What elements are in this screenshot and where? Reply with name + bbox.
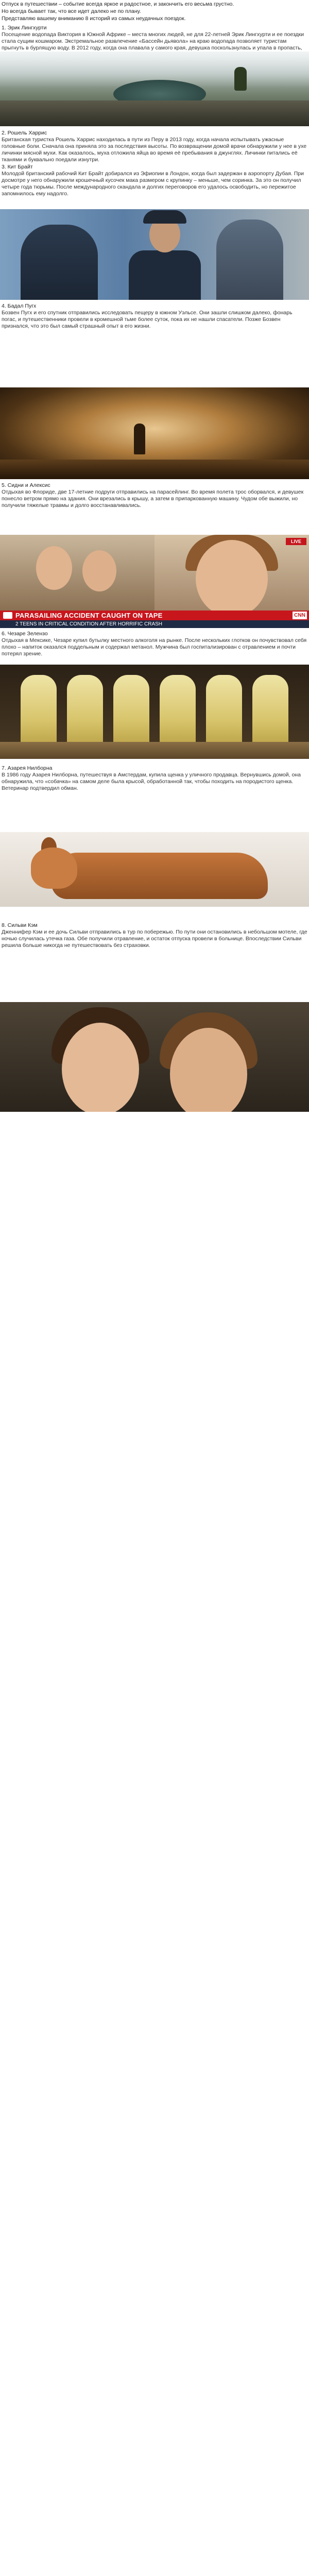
story-1-heading: 1. Эрик Лингхурти: [2, 25, 47, 31]
news-headline: PARASAILING ACCIDENT CAUGHT ON TAPE: [15, 612, 163, 619]
story-8-heading: 8. Сильви Кэм: [2, 922, 38, 928]
photo-person: [234, 67, 247, 91]
photo-animal-head: [31, 848, 77, 889]
story-5-text: Отдыхая во Флориде, две 17-летние подруги отправились на парасейлинг. Во время полета трос оборвался, и девушек понесло ветром прямо на здания. Они врезались в крышу, а затем в припаркованную машину. Чудом обе выжили, но получили тяжелые травмы и долго восстанавливались.: [2, 489, 304, 509]
photo-rock: [0, 100, 309, 126]
story-3-heading: 3. Кит Брайт: [2, 164, 33, 170]
story-1-photo: [0, 52, 309, 126]
story-8-photo: [0, 1002, 309, 1112]
story-5-heading: 5. Сидни и Алексис: [2, 482, 50, 488]
story-7-photo: [0, 832, 309, 907]
photo-bottle: [21, 675, 57, 752]
story-3-photo: [0, 209, 309, 300]
network-logo-icon: [3, 612, 12, 619]
photo-bottle: [252, 675, 288, 752]
story-2-heading: 2. Рошель Харрис: [2, 130, 47, 136]
photo-bottle: [206, 675, 242, 752]
story-7-text: В 1986 году Азарея Нилборна, путешествуя в Амстердам, купила щенка у уличного продавца. Вернувшись домой, она обнаружила, что «собачка» на самом деле была крысой, обработанной так, чтобы походить на породистого щенка. Ветеринар подтвердил обман.: [2, 772, 301, 791]
photo-face-1: [36, 546, 72, 590]
intro-line-2: Но всегда бывает так, что все идет далеко не по плану.: [2, 8, 141, 14]
story-4-heading: 4. Бадал Пугх: [2, 303, 37, 309]
story-4-text: Бозвен Пугх и его спутник отправились исследовать пещеру в южном Уэльсе. Они зашли слишком далеко, фонарь погас, и путешественники провели в кромешной тьме более суток, пока их не нашли спасатели. Позже Бозвен признался, что это был самый страшный опыт в его жизни.: [2, 310, 293, 329]
photo-caver: [134, 423, 145, 454]
photo-face-1: [62, 1023, 139, 1112]
news-subline: 2 TEENS IN CRITICAL CONDITION AFTER HORRIFIC CRASH: [0, 620, 309, 628]
story-4-photo: [0, 387, 309, 479]
photo-bottle: [67, 675, 103, 752]
photo-bystander-right: [216, 219, 283, 300]
photo-face-3: [196, 540, 268, 617]
story-6-photo: [0, 665, 309, 759]
news-headline-bar: [0, 611, 309, 620]
story-3-text: Молодой британский рабочий Кит Брайт добирался из Эфиопии в Лондон, когда был задержан в аэропорту Дубая. При досмотре у него обнаружили крошечный кусочек мака размером с крупинку – меньше, чем соринка. За это он получил четыре года тюрьмы. После международного скандала и долгих переговоров его удалось освободить, но пережитое запомнилось ему надолго.: [2, 171, 304, 197]
story-6-text: Отдыхая в Мексике, Чезаре купил бутылку местного алкоголя на рынке. После нескольких глотков он почувствовал себя плохо – напиток оказался поддельным и содержал метанол. Мужчина был госпитализирован с отравлением и почти потерял зрение.: [2, 637, 307, 657]
photo-left-panel: [0, 535, 154, 611]
intro-line-3: Представляю вашему вниманию 8 историй из самых неудачных поездок.: [2, 15, 186, 22]
photo-bystander-left: [21, 225, 98, 300]
photo-bottle: [160, 675, 196, 752]
network-name: CNN: [293, 612, 307, 619]
photo-bottle: [113, 675, 149, 752]
story-6-heading: 6. Чезаре Зелензо: [2, 631, 48, 637]
story-1-text: Посещение водопада Виктория в Южной Африке – места многих людей, не для 22-летней Эрик Лингхурти и ее поездки стала сущим кошмаром. Экстремальное развлечение «Бассейн дьявола» на краю водопада позволяет туристам прыгнуть в бурлящую воду. В 2012 году, когда она плавала у самого края, девушка поскользнулась и упала в пропасть,: [2, 31, 304, 51]
photo-cave-floor: [0, 460, 309, 479]
intro-block: [0, 1, 309, 23]
photo-crate: [0, 742, 309, 759]
photo-face-2: [82, 550, 116, 591]
live-badge: LIVE: [286, 538, 306, 545]
story-8-text: Дженнифер Кэм и ее дочь Сильви отправились в тур по побережью. По пути они остановились в небольшом мотеле, где ночью случилась утечка газа. Обе получили отравление, и остаток отпуска провели в больнице. Впоследствии Сильви решила больше никогда не путешествовать без страховки.: [2, 929, 307, 948]
photo-officer-cap: [143, 210, 186, 224]
story-7-heading: 7. Азарея Нилборна: [2, 765, 53, 771]
photo-animal-body: [52, 853, 268, 899]
intro-line-1: Отпуск в путешествии – событие всегда яркое и радостное, и закончить его весьма грустно.: [2, 1, 234, 7]
photo-officer-body: [129, 250, 201, 300]
story-2-text: Британская туристка Рошель Харрис находилась в пути из Перу в 2013 году, когда начала испытывать ужасные головные боли. Сначала она приняла это за последствия высоты. По возвращении домой врачи обнаружили у нее в ухе личинки мясной мухи. Как оказалось, муха отложила яйца во время её пребывания в джунглях. Личинки питались её тканями и буквально поедали изнутри.: [2, 137, 307, 163]
story-5-photo: [0, 535, 309, 628]
